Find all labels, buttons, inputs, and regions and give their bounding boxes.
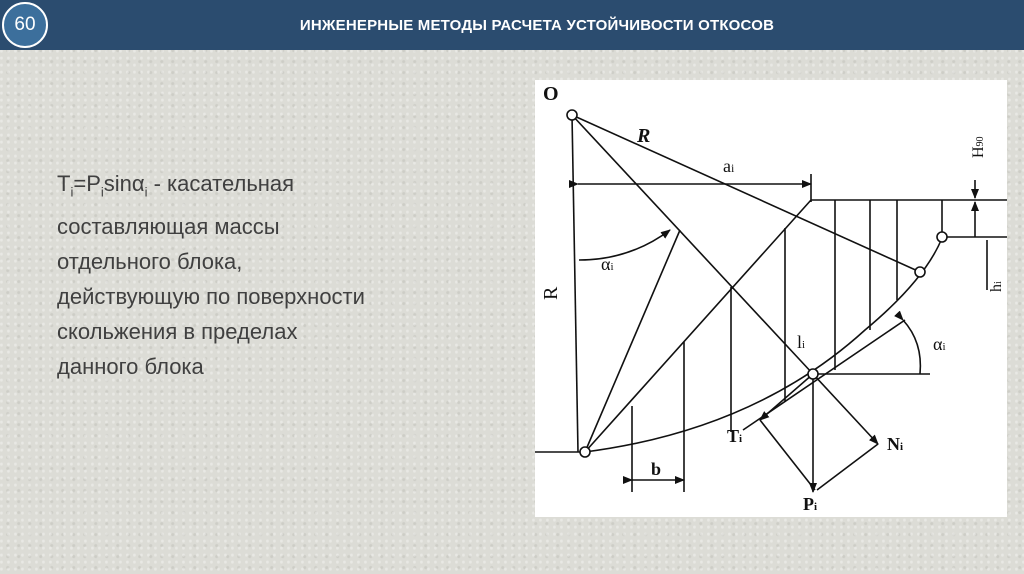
label-O: O xyxy=(543,83,559,105)
force-parallelogram-1 xyxy=(760,420,815,490)
formula-line xyxy=(57,166,497,209)
alpha-right-arc xyxy=(903,320,920,374)
text-line-3: отдельного блока, xyxy=(57,249,243,275)
label-R-side: R xyxy=(540,286,562,300)
force-N-arrow xyxy=(813,374,878,444)
label-P: Pi xyxy=(803,494,818,514)
label-alpha-right: αi xyxy=(933,334,946,354)
text-line-4: действующую по поверхности xyxy=(57,284,365,310)
text-line-5: скольжения в пределах xyxy=(57,319,298,345)
formula-sub-2: i xyxy=(100,184,104,200)
text-line-2: составляющая массы xyxy=(57,214,280,240)
formula-sub-3: i xyxy=(144,184,148,200)
label-alpha-left: αi xyxy=(601,254,614,274)
label-b: b xyxy=(651,459,662,479)
alpha-left-arc xyxy=(579,230,670,260)
formula-equals-P: =P xyxy=(73,171,101,196)
header-bar xyxy=(0,0,1024,50)
point-O xyxy=(567,110,577,120)
slide-title: ИНЖЕНЕРНЫЕ МЕТОДЫ РАСЧЕТА УСТОЙЧИВОСТИ ОТКОСОВ xyxy=(299,16,775,34)
formula-T: T xyxy=(57,171,71,196)
label-H: H90 xyxy=(970,136,987,158)
diagram-svg xyxy=(535,80,1007,517)
text-line-6: данного блока xyxy=(57,354,204,380)
formula-rest: - касательная xyxy=(147,171,295,196)
radius-to-block-line xyxy=(572,115,813,374)
formula-sub-1: i xyxy=(70,184,74,200)
point-block xyxy=(808,369,818,379)
force-parallelogram-2 xyxy=(817,444,878,490)
slope-stability-diagram xyxy=(535,80,1007,517)
point-toe xyxy=(580,447,590,457)
label-T: Ti xyxy=(727,426,743,446)
slope-face-line xyxy=(585,200,811,452)
label-N: Ni xyxy=(887,434,904,454)
label-a: ai xyxy=(723,156,735,176)
formula-sin-alpha: sinα xyxy=(103,171,145,196)
description-text xyxy=(57,166,497,384)
slide-number-badge: 60 xyxy=(2,2,48,48)
label-l: li xyxy=(797,332,806,352)
point-arc-1 xyxy=(915,267,925,277)
radius-vertical-line xyxy=(572,115,578,452)
point-arc-2 xyxy=(937,232,947,242)
label-h: hi xyxy=(988,281,1005,292)
radius-R-line xyxy=(572,115,920,272)
label-R-top: R xyxy=(637,125,651,147)
slip-arc xyxy=(585,238,942,452)
